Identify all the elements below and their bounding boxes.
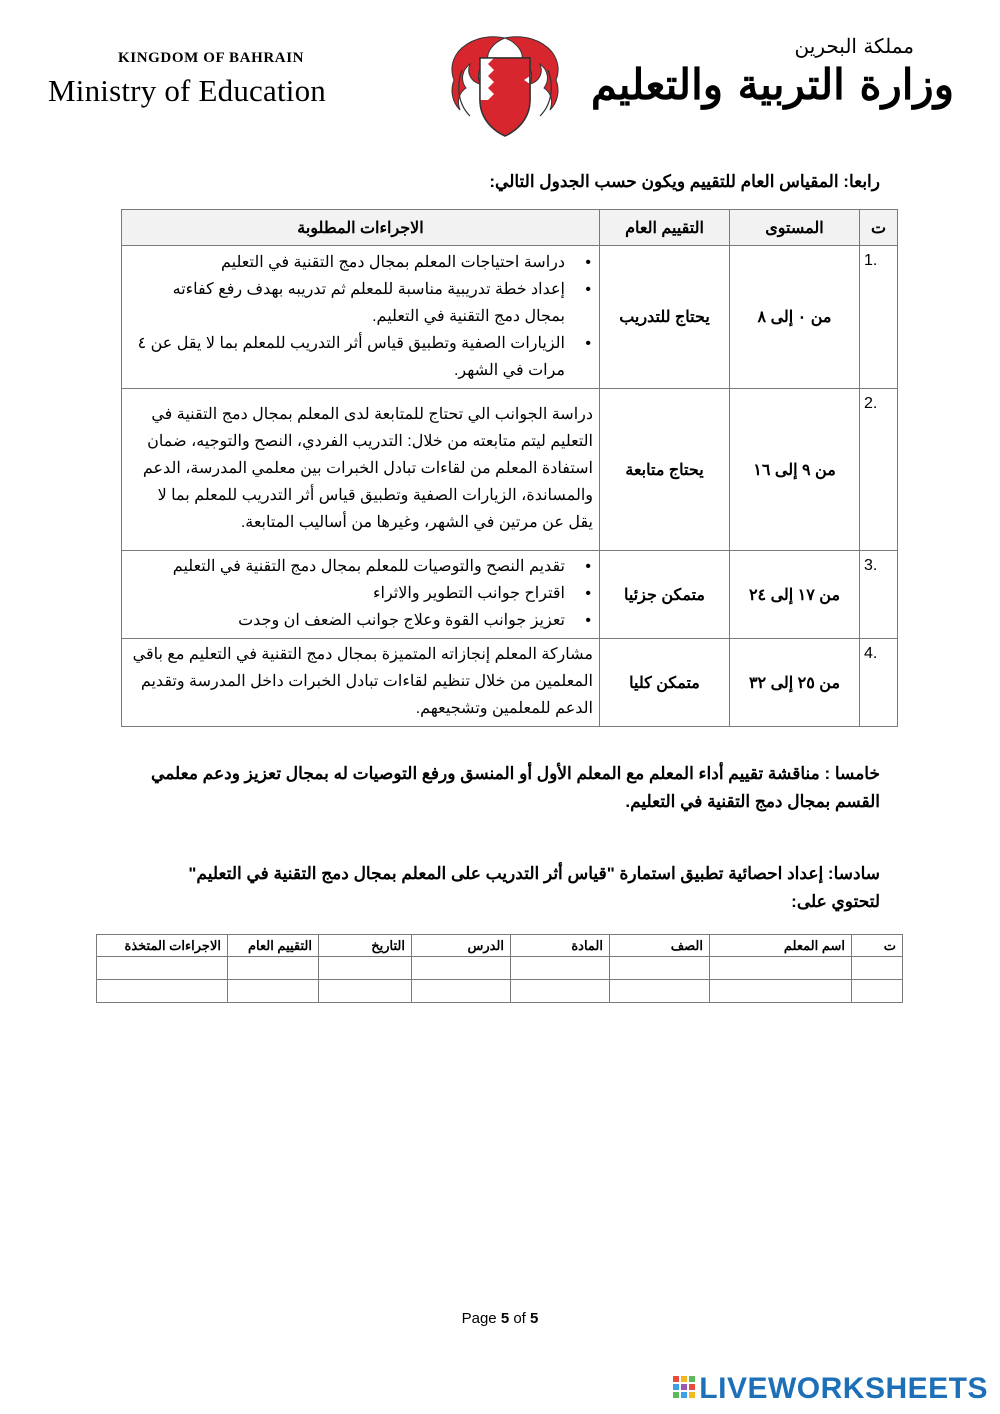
table-row: [122, 389, 898, 551]
row-procedures: [122, 389, 600, 551]
kingdom-name-en: KINGDOM OF BAHRAIN: [118, 50, 305, 66]
table-header-row: [122, 210, 898, 246]
form-header-grade: الصف: [610, 935, 710, 957]
table-row: [97, 980, 903, 1003]
row-num: 1.: [860, 246, 898, 389]
row-eval: يحتاج للتدريب: [600, 246, 730, 389]
form-header-row: [97, 935, 903, 957]
form-header-teacher: اسم المعلم: [710, 935, 852, 957]
form-header-lesson: الدرس: [412, 935, 511, 957]
table-row: [122, 246, 898, 389]
ministry-name-en: Ministry of Education: [48, 73, 326, 108]
table-row: [122, 551, 898, 639]
list-item: • دراسة احتياجات المعلم بمجال دمج التقنية في التعليم: [130, 249, 593, 276]
brand-text: LIVEWORKSHEETS: [699, 1372, 988, 1405]
section-four-title: رابعا: المقياس العام للتقييم ويكون حسب الجدول التالي:: [489, 172, 880, 191]
row-eval: متمكن كليا: [600, 639, 730, 727]
row-num: 4.: [860, 639, 898, 727]
form-header-num: ت: [852, 935, 903, 957]
of-word: of: [513, 1310, 526, 1327]
list-item: • إعداد خطة تدريبية مناسبة للمعلم ثم تدريبه بهدف رفع كفاءته بمجال دمج التقنية في التعليم.: [130, 276, 593, 330]
list-item: • اقتراح جوانب التطوير والاثراء: [130, 580, 593, 607]
procedure-text: مشاركة المعلم إنجازاته المتميزة بمجال دمج التقنية في التعليم مع باقي المعلمين من خلال تنظيم لقاءات تبادل الخبرات داخل المدرسة وتقديم الدعم للمعلمين وتشجيعهم.: [132, 646, 593, 717]
row-procedures: [122, 246, 600, 389]
liveworksheets-brand[interactable]: [673, 1372, 988, 1406]
bahrain-emblem-icon: [446, 30, 564, 140]
row-procedures: [122, 639, 600, 727]
header-procedures: الاجراءات المطلوبة: [122, 210, 600, 246]
form-header-date: التاريخ: [319, 935, 412, 957]
row-level: من ٢٥ إلى ٣٢: [730, 639, 860, 727]
form-header-eval: التقييم العام: [228, 935, 319, 957]
row-level: من ٩ إلى ١٦: [730, 389, 860, 551]
row-procedures: [122, 551, 600, 639]
form-header-actions: الاجراءات المتخذة: [97, 935, 228, 957]
list-item: • تقديم النصح والتوصيات للمعلم بمجال دمج التقنية في التعليم: [130, 553, 593, 580]
list-item: • تعزيز جوانب القوة وعلاج جوانب الضعف ان وجدت: [130, 607, 593, 634]
header-num: ت: [860, 210, 898, 246]
page-total: 5: [530, 1310, 539, 1327]
list-item: • الزيارات الصفية وتطبيق قياس أثر التدريب للمعلم بما لا يقل عن ٤ مرات في الشهر.: [130, 330, 593, 384]
evaluation-scale-table: [121, 209, 898, 727]
table-row: [122, 639, 898, 727]
ministry-name-ar: وزارة التربية والتعليم: [590, 60, 954, 109]
header-level: المستوى: [730, 210, 860, 246]
section-six-title: سادسا: إعداد احصائية تطبيق استمارة "قياس أثر التدريب على المعلم بمجال دمج التقنية في التعليم" لتحتوي على:: [188, 864, 880, 911]
procedure-text: دراسة الجوانب الي تحتاج للمتابعة لدى المعلم بمجال دمج التقنية في التعليم ليتم متابعته من خلال: التدريب الفردي، النصح والتوجيه، ضمان استفادة المعلم من لقاءات تبادل الخبرات بين معلمي المدرسة، الدعم والمساندة، الزيارات الصفية وتطبيق قياس أثر التدريب للمعلم بما لا يقل عن مرتين في الشهر، وغيرها من أساليب المتابعة.: [142, 406, 593, 531]
section-five-title: خامسا : مناقشة تقييم أداء المعلم مع المعلم الأول أو المنسق ورفع التوصيات له بمجال تعزيز ودعم معلمي القسم بمجال دمج التقنية في التعليم.: [151, 764, 880, 811]
row-level: من ١٧ إلى ٢٤: [730, 551, 860, 639]
row-num: 3.: [860, 551, 898, 639]
row-eval: يحتاج متابعة: [600, 389, 730, 551]
table-row: [97, 957, 903, 980]
form-header-subject: المادة: [511, 935, 610, 957]
header-eval: التقييم العام: [600, 210, 730, 246]
statistics-form-table: [96, 934, 903, 1003]
header-arabic: [574, 34, 954, 109]
kingdom-name-ar: مملكة البحرين: [794, 34, 914, 58]
row-eval: متمكن جزئيا: [600, 551, 730, 639]
page-number: [0, 1310, 1000, 1327]
header-english: [48, 50, 428, 109]
row-num: 2.: [860, 389, 898, 551]
liveworksheets-logo-icon: [673, 1376, 695, 1402]
row-level: من ٠ إلى ٨: [730, 246, 860, 389]
page-word: Page: [461, 1310, 497, 1327]
page-current: 5: [500, 1310, 510, 1327]
